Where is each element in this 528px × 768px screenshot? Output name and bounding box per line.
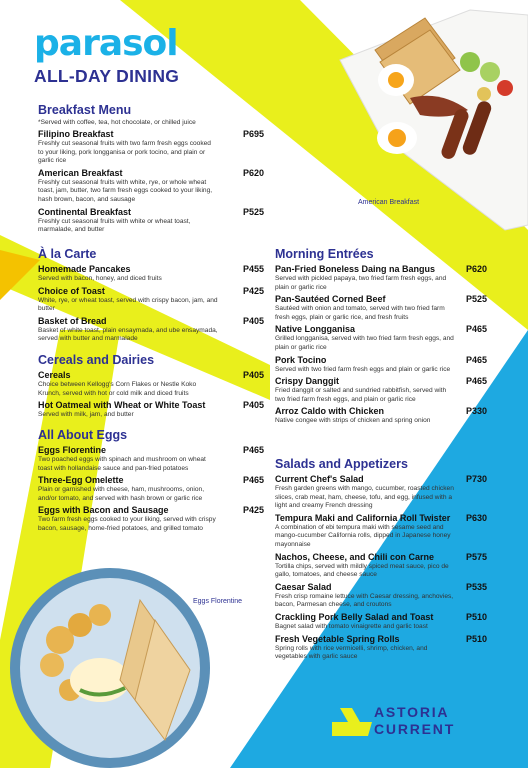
hotel-logo xyxy=(374,704,455,738)
cucumber-slice-2 xyxy=(480,62,500,82)
section-title: À la Carte xyxy=(38,247,97,261)
item-name: Arroz Caldo with Chicken xyxy=(275,406,385,417)
menu-item xyxy=(275,582,487,610)
item-name: Crackling Pork Belly Salad and Toast xyxy=(275,611,434,622)
item-price: P405 xyxy=(242,400,264,411)
item-price: P425 xyxy=(242,285,264,296)
item-description: Tortilla chips, served with mildly spiced meat sauce, pico de gallo, tomatoes, and cheese sauce xyxy=(275,562,449,579)
item-name: Current Chef's Salad xyxy=(275,474,364,484)
item-description: Plain or garnished with cheese, ham, mushrooms, onion, and/or tomato, and served with hash brown or garlic rice xyxy=(38,486,205,502)
item-name: Pork Tocino xyxy=(275,354,327,365)
section-title: All About Eggs xyxy=(38,428,128,442)
section-morning-entrees xyxy=(275,247,487,428)
menu-item xyxy=(38,370,264,398)
menu-item xyxy=(38,445,264,473)
item-name: Filipino Breakfast xyxy=(38,129,114,139)
item-name: Cereals xyxy=(38,370,71,380)
item-description: Served with two fried farm fresh eggs and plain or garlic rice xyxy=(275,365,451,373)
item-name: Three-Egg Omelette xyxy=(38,475,124,486)
menu-item xyxy=(275,612,487,632)
section-note: *Served with coffee, tea, hot chocolate, or chilled juice xyxy=(38,119,196,126)
item-name: Crispy Danggit xyxy=(275,376,340,387)
menu-item xyxy=(275,513,487,550)
item-name: Choice of Toast xyxy=(38,285,105,296)
item-price: P455 xyxy=(242,264,264,274)
fruit-cube xyxy=(477,87,491,101)
item-price: P525 xyxy=(242,206,264,217)
section-breakfast-menu xyxy=(38,103,264,237)
photo-caption-eggs: Eggs Florentine xyxy=(193,598,243,605)
brand-name: parasol xyxy=(34,23,178,64)
section-title: Breakfast Menu xyxy=(38,103,132,117)
item-price: P730 xyxy=(465,474,487,484)
item-price: P465 xyxy=(242,475,264,486)
item-description: Freshly cut seasonal fruits with white, rye, or whole wheat toast, jam, butter, two farm fresh eggs cooked to your liking, hash brown, bacon, and sausage xyxy=(38,178,213,203)
item-name: Caesar Salad xyxy=(275,581,332,592)
menu-item xyxy=(38,316,264,344)
item-price: P535 xyxy=(465,581,487,592)
section-salads-and-appetizers xyxy=(275,457,487,664)
menu-item xyxy=(275,376,487,404)
menu-item xyxy=(38,505,264,533)
section-title: Morning Entrées xyxy=(275,247,374,261)
item-price: P465 xyxy=(465,324,487,335)
menu-item xyxy=(38,264,264,284)
menu-item xyxy=(275,355,487,375)
potato-2 xyxy=(68,613,92,637)
photo-caption-breakfast: American Breakfast xyxy=(358,199,420,206)
item-price: P330 xyxy=(465,406,487,417)
section-cereals-and-dairies xyxy=(38,353,264,422)
logo-line-1: ASTORIA xyxy=(374,704,450,720)
menu-item xyxy=(38,129,264,166)
logo-line-2: CURRENT xyxy=(374,721,456,737)
menu-item xyxy=(38,168,264,205)
item-description: Basket of white toast, plain ensaymada, and ube ensaymada, served with butter and marmalade xyxy=(38,326,218,343)
section-title: Salads and Appetizers xyxy=(275,457,408,471)
menu-item xyxy=(38,475,264,503)
egg-yolk-2 xyxy=(388,129,406,147)
potato-3 xyxy=(40,653,64,677)
item-name: Eggs with Bacon and Sausage xyxy=(38,505,169,516)
section-title: Cereals and Dairies xyxy=(38,353,155,367)
menu-item xyxy=(275,264,487,292)
item-price: P425 xyxy=(242,505,264,516)
menu-item xyxy=(38,207,264,235)
menu-item xyxy=(38,286,264,314)
item-description: Freshly cut seasonal fruits with two farm fresh eggs cooked to your liking, pork longganisa or pork tocino, and plain or garlic rice xyxy=(38,140,211,165)
item-price: P620 xyxy=(242,167,264,178)
item-name: Homemade Pancakes xyxy=(38,264,131,274)
item-price: P405 xyxy=(242,315,264,326)
item-description: Sautéed with onion and tomato, served with two fried farm fresh eggs, plain or garlic rice, and fresh fruits xyxy=(275,305,445,321)
section-all-about-eggs xyxy=(38,428,264,536)
item-description: Fresh garden greens with mango, cucumber, roasted chicken slices, crab meat, ham, cheese, tofu, and egg, infused with a light and creamy French dressing xyxy=(275,485,454,510)
item-description: Fresh crisp romaine lettuce with Caesar dressing, anchovies, bacon, Parmesan cheese, and croutons xyxy=(275,592,454,609)
menu-item xyxy=(275,294,487,322)
item-price: P575 xyxy=(465,551,487,562)
item-name: American Breakfast xyxy=(38,167,123,178)
item-description: Two poached eggs with spinach and mushroom on wheat toast with hollandaise sauce and pan-fried potatoes xyxy=(38,456,206,472)
item-price: P620 xyxy=(465,264,487,274)
item-description: Freshly cut seasonal fruits with white or wheat toast, marmalade, and butter xyxy=(38,217,191,234)
menu-item xyxy=(275,552,487,580)
item-description: Grilled longganisa, served with two fried farm fresh eggs, and plain or garlic rice xyxy=(275,335,454,351)
item-price: P695 xyxy=(242,129,264,139)
egg-yolk xyxy=(388,72,404,88)
item-name: Eggs Florentine xyxy=(38,445,107,455)
item-name: Pan-Sautéed Corned Beef xyxy=(275,294,386,305)
item-description: Native congee with strips of chicken and spring onion xyxy=(275,417,431,425)
item-price: P465 xyxy=(242,445,264,455)
page-title: ALL-DAY DINING xyxy=(34,66,180,86)
item-description: Spring rolls with rice vermicelli, shrimp, chicken, and vegetables with garlic sauce xyxy=(275,644,428,661)
menu-item xyxy=(38,400,264,420)
item-name: Continental Breakfast xyxy=(38,206,132,217)
item-description: Served with pickled papaya, two fried farm fresh eggs, and plain or garlic rice xyxy=(275,275,447,291)
potato-4 xyxy=(89,604,111,626)
item-price: P525 xyxy=(465,294,487,305)
tomato xyxy=(497,80,513,96)
item-description: Served with bacon, honey, and diced fruits xyxy=(38,275,162,282)
item-name: Basket of Bread xyxy=(38,315,107,326)
item-price: P405 xyxy=(242,370,264,380)
item-description: Fried danggit or salted and sundried rabbitfish, served with two fried farm fresh eggs, and plain or garlic rice xyxy=(275,387,447,403)
menu-item xyxy=(275,634,487,662)
menu-item xyxy=(275,474,487,511)
cucumber-slice xyxy=(460,52,480,72)
item-name: Nachos, Cheese, and Chili con Carne xyxy=(275,551,435,562)
item-price: P465 xyxy=(465,354,487,365)
item-description: White, rye, or wheat toast, served with crispy bacon, jam, and butter xyxy=(38,296,218,313)
menu-item xyxy=(275,406,487,426)
item-description: Two farm fresh eggs cooked to your liking, served with crispy bacon, sausage, home-fried potatoes, and grilled tomato xyxy=(38,516,216,532)
item-price: P630 xyxy=(465,512,487,523)
logo-mark-base xyxy=(332,722,372,736)
item-price: P465 xyxy=(465,376,487,387)
menu-item xyxy=(275,324,487,352)
item-description: Served with milk, jam, and butter xyxy=(38,411,134,419)
item-price: P510 xyxy=(465,611,487,622)
item-description: Bagnet salad with tomato vinaigrette and garlic toast xyxy=(275,622,428,630)
item-name: Hot Oatmeal with Wheat or White Toast xyxy=(38,400,206,411)
item-price: P510 xyxy=(465,633,487,644)
item-description: Choice between Kellogg's Corn Flakes or Nestle Koko Krunch, served with hot or cold milk and diced fruits xyxy=(38,381,197,397)
item-name: Fresh Vegetable Spring Rolls xyxy=(275,633,400,644)
section-a-la-carte xyxy=(38,247,264,346)
item-name: Tempura Maki and California Roll Twister xyxy=(275,512,451,523)
eggs-florentine-photo xyxy=(10,568,210,768)
item-name: Native Longganisa xyxy=(275,324,356,335)
item-name: Pan-Fried Boneless Daing na Bangus xyxy=(275,264,436,274)
item-description: A combination of ebi tempura maki with sesame seed and mango-cucumber California rolls, dipped in Japanese honey mayonnaise xyxy=(275,523,451,548)
